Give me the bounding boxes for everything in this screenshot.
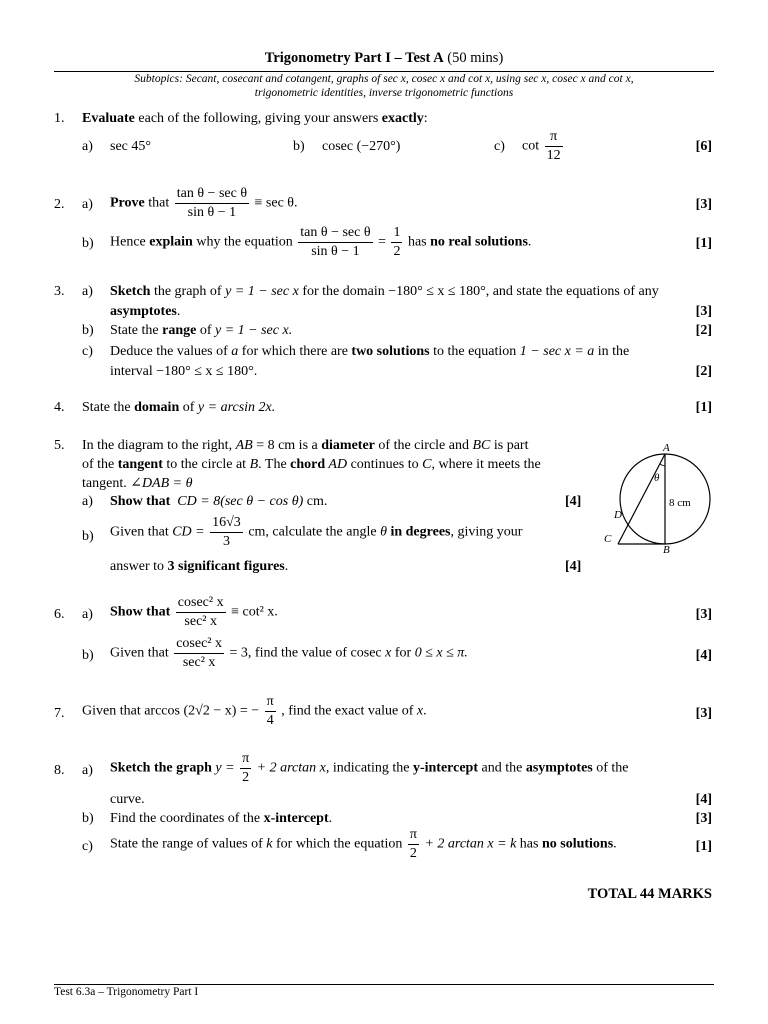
q3-b-text: [110, 323, 292, 339]
cot-text: cot: [522, 138, 540, 154]
q4-equation: y = arcsin 2x.: [197, 400, 276, 415]
q3-c-t1: Deduce the values of: [110, 344, 232, 359]
q6-bold-show-that: Show that: [110, 604, 171, 620]
q1-b-label: b): [293, 139, 305, 154]
q1-text-1: each of the following, giving your answers: [134, 111, 382, 126]
q8-b-t1: Find the coordinates of the: [110, 811, 264, 826]
q6-b-rhs: = 3,: [229, 645, 252, 661]
q8-a-t3: of the: [592, 760, 629, 776]
q5-b: B: [249, 457, 259, 472]
footer-text: Test 6.3a – Trigonometry Part I: [54, 986, 199, 998]
q2-bold-no-real: no real solutions: [430, 234, 528, 250]
q2-that: that: [144, 195, 170, 211]
q3-a-line2: [110, 304, 180, 320]
q1-text-2: :: [423, 111, 428, 126]
q2-b-equals: =: [378, 234, 386, 250]
q8-c-text: [110, 828, 617, 861]
q3-c-t2: for which there are: [238, 344, 352, 359]
q5-b-l2a: answer to: [110, 559, 168, 574]
q6-b-t1: Given that: [110, 645, 169, 661]
fraction-numerator: cosec² x: [176, 596, 226, 613]
q5-l1g: is part: [490, 438, 529, 453]
q3-bold-sketch: Sketch: [110, 284, 151, 299]
q3-b-label: b): [82, 323, 94, 338]
fraction-denominator: 2: [409, 846, 417, 861]
q3-c-label: c): [82, 344, 93, 359]
q1-bold-exactly: exactly: [381, 111, 424, 126]
q4-t2: of: [179, 400, 198, 415]
q2-b-t3: has: [407, 234, 431, 250]
q2-a-label: a): [82, 197, 93, 212]
q2-b-marks: [1]: [695, 236, 712, 251]
q5-l1e: of the circle and: [374, 438, 473, 453]
q3-bold-range: range: [162, 323, 197, 338]
page-title: [0, 50, 768, 67]
q2-rhs: ≡ sec θ.: [254, 195, 298, 211]
question-1-number: 1.: [54, 111, 65, 126]
q1-a-label: a): [82, 139, 93, 154]
q3-a-period: .: [176, 304, 181, 319]
q6-b-fraction: [174, 637, 224, 670]
q8-c-t2: for which the equation: [272, 836, 403, 852]
q8-a-marks: [4]: [695, 792, 712, 807]
q8-bold-sketch: Sketch the graph: [110, 760, 212, 776]
fraction-numerator: 1: [391, 226, 402, 243]
question-1-text: [82, 111, 428, 127]
q5-bold-tangent: tangent: [117, 457, 163, 472]
q6-a-fraction: [176, 596, 226, 629]
half-fraction: [391, 226, 402, 259]
q8-a-label: a): [82, 763, 93, 778]
fraction-denominator: 2: [242, 770, 250, 785]
q8-c-t1: State the range of values of: [110, 836, 267, 852]
q5-angle: ∠DAB = θ: [130, 476, 193, 491]
q2-b-text: [110, 226, 531, 259]
q5-bold-show-that: Show that: [110, 494, 171, 509]
pi-over-2-fraction: [408, 828, 419, 861]
q2-b-t4: .: [527, 234, 532, 250]
q1-c-expression: [522, 130, 565, 163]
q8-bold-x-intercept: x-intercept: [263, 811, 329, 826]
q8-c-t3: has: [516, 836, 542, 852]
label-b: B: [663, 544, 670, 554]
q5-line-3: [82, 475, 193, 492]
question-5-number: 5.: [54, 438, 65, 453]
pi-over-2-fraction: [240, 752, 251, 785]
title-time: (50 mins): [447, 50, 504, 66]
circle-tangent-diagram: [600, 436, 720, 554]
q3-c-text: [110, 344, 629, 360]
fraction-denominator: sec² x: [184, 614, 217, 629]
label-c: C: [604, 533, 612, 545]
subtopics-line-2: trigonometric identities, inverse trigonometric functions: [254, 87, 514, 99]
q5-b-label: b): [82, 529, 94, 544]
q5-b-t3: , giving your: [450, 524, 523, 540]
q8-a-t2: and the: [478, 760, 526, 776]
q3-bold-asymptotes: asymptotes: [110, 304, 177, 319]
fraction-numerator: π: [240, 752, 251, 769]
q4-bold-domain: domain: [134, 400, 180, 415]
label-d: D: [614, 509, 622, 521]
q8-a-t1: indicating the: [329, 760, 413, 776]
q5-b-t1: Given that: [110, 524, 173, 540]
q3-c-marks: [2]: [695, 364, 712, 379]
q6-a-text: [110, 596, 278, 629]
q8-c-label: c): [82, 839, 93, 854]
q5-ad: AD: [325, 457, 348, 472]
q5-c: C: [422, 457, 432, 472]
q2-a-marks: [3]: [695, 197, 712, 212]
q5-b-text: [110, 516, 522, 549]
q1-a-expression: sec 45°: [110, 139, 151, 154]
question-2-number: 2.: [54, 197, 65, 212]
q5-b-marks: [4]: [565, 559, 582, 574]
fraction-numerator: cosec² x: [174, 637, 224, 654]
q3-bold-two-solutions: two solutions: [351, 344, 430, 359]
q2-bold-explain: explain: [149, 234, 193, 250]
q5-l2e: . The: [258, 457, 291, 472]
q5-a-marks: [4]: [565, 494, 582, 509]
fraction-denominator: 4: [266, 713, 274, 728]
q6-b-domain: 0 ≤ x ≤ π.: [414, 645, 468, 661]
question-8-number: 8.: [54, 763, 65, 778]
q3-a-marks: [3]: [695, 304, 712, 319]
pi-over-4-fraction: [265, 695, 276, 728]
fraction-denominator: sin θ − 1: [311, 244, 360, 259]
q3-a-domain: −180° ≤ x ≤ 180°,: [388, 284, 490, 299]
q6-b-label: b): [82, 648, 94, 663]
q5-ab: AB: [235, 438, 253, 453]
q5-l3a: tangent.: [82, 476, 131, 491]
q5-l2a: of the: [82, 457, 118, 472]
q8-a-text: [110, 752, 629, 785]
q8-b-marks: [3]: [695, 811, 712, 826]
q7-marks: [3]: [695, 706, 712, 721]
q8-bold-asymptotes: asymptotes: [525, 760, 593, 776]
fraction-numerator: 16√3: [210, 516, 243, 533]
q3-c-t4: in the: [594, 344, 630, 359]
q2-b-label: b): [82, 236, 94, 251]
q8-b-text: [110, 811, 332, 827]
q5-l2c: to the circle at: [162, 457, 250, 472]
label-a: A: [663, 442, 670, 454]
q5-l1c: = 8 cm is a: [252, 438, 322, 453]
q5-bold-diameter: diameter: [321, 438, 375, 453]
fraction-numerator: π: [408, 828, 419, 845]
fraction-numerator: π: [265, 695, 276, 712]
q5-b-line2: [110, 559, 288, 575]
q8-b-label: b): [82, 811, 94, 826]
q3-b-t1: State the: [110, 323, 163, 338]
q5-b-cd: CD =: [172, 524, 205, 540]
total-marks: TOTAL 44 MARKS: [587, 886, 712, 902]
q8-c-marks: [1]: [695, 839, 712, 854]
q3-c-t3: to the equation: [429, 344, 520, 359]
q5-l2j: , where it meets the: [431, 457, 541, 472]
q6-b-t2: find the value of cosec: [251, 645, 386, 661]
q5-b-theta: θ: [380, 524, 387, 540]
q7-t2: , find the exact value of: [281, 703, 417, 719]
q7-equation: arccos (2√2 − x) = −: [144, 703, 260, 719]
q3-a-t1: the graph of: [150, 284, 226, 299]
q5-bc: BC: [472, 438, 491, 453]
q3-b-marks: [2]: [695, 323, 712, 338]
q5-l2h: continues to: [347, 457, 423, 472]
fraction-numerator: tan θ − sec θ: [175, 187, 249, 204]
q5-b-l2c: .: [284, 559, 289, 574]
q2-a-text: [110, 187, 298, 220]
q6-b-x: x: [385, 645, 392, 661]
q5-bold-degrees: in degrees: [386, 524, 451, 540]
fraction-denominator: 12: [546, 148, 561, 163]
q2-fraction: [175, 187, 249, 220]
q2-b-t2: why the equation: [192, 234, 293, 250]
q6-a-marks: [3]: [695, 607, 712, 622]
q3-b-equation: y = 1 − sec x.: [215, 323, 293, 338]
q8-c-t4: .: [613, 836, 617, 852]
fraction-numerator: π: [545, 130, 563, 147]
q8-a-y: y =: [215, 760, 235, 776]
q3-c-a: a: [231, 344, 239, 359]
q8-c-k: k: [266, 836, 273, 852]
q3-a-equation: y = 1 − sec x: [225, 284, 299, 299]
q5-a-equation: CD = 8(sec θ − cos θ): [177, 494, 304, 509]
fraction-numerator: tan θ − sec θ: [298, 226, 372, 243]
q3-a-t2: for the domain: [298, 284, 389, 299]
q6-a-label: a): [82, 607, 93, 622]
pi-over-12-fraction: [545, 130, 563, 163]
q4-marks: [1]: [695, 400, 712, 415]
q4-text: [82, 400, 275, 416]
q6-b-marks: [4]: [695, 648, 712, 663]
q1-marks: [6]: [695, 139, 712, 154]
q8-c-rest: + 2 arctan x = k: [424, 836, 517, 852]
q8-a-rest: + 2 arctan x,: [256, 760, 330, 776]
q7-x: x: [416, 703, 424, 719]
q2-b-fraction: [298, 226, 372, 259]
q2-b-t1: Hence: [110, 234, 150, 250]
q8-b-t2: .: [328, 811, 333, 826]
q6-b-text: [110, 637, 468, 670]
q3-c-equation: 1 − sec x = a: [519, 344, 595, 359]
q6-a-rhs: ≡ cot² x.: [231, 604, 278, 620]
label-8cm: 8 cm: [669, 497, 691, 509]
q3-b-t2: of: [196, 323, 215, 338]
label-theta: θ: [654, 472, 660, 484]
title-text: Trigonometry Part I – Test A: [264, 50, 444, 66]
q5-bold-chord: chord: [290, 457, 326, 472]
question-4-number: 4.: [54, 400, 65, 415]
q8-bold-y-intercept: y-intercept: [412, 760, 479, 776]
question-7-number: 7.: [54, 706, 65, 721]
fraction-denominator: 2: [393, 244, 401, 259]
fraction-denominator: sin θ − 1: [187, 205, 237, 220]
q8-bold-no-solutions: no solutions: [541, 836, 614, 852]
q7-t1: Given that: [82, 703, 145, 719]
angle-arc: [660, 464, 665, 466]
q6-b-t3: for: [391, 645, 415, 661]
q5-l1a: In the diagram to the right,: [82, 438, 236, 453]
q1-c-label: c): [494, 139, 505, 154]
footer-rule: [54, 984, 714, 985]
q5-b-t2: cm, calculate the angle: [248, 524, 381, 540]
q5-a-cm: cm.: [303, 494, 328, 509]
q5-a-label: a): [82, 494, 93, 509]
q3-a-t3: and state the equations of any: [489, 284, 659, 299]
chord-ad-extended: [618, 454, 665, 544]
q3-a-label: a): [82, 284, 93, 299]
q2-bold-prove: Prove: [110, 195, 145, 211]
q7-text: [82, 695, 427, 728]
q8-a-line2: curve.: [110, 792, 145, 807]
q7-t3: .: [423, 703, 427, 719]
q1-bold-evaluate: Evaluate: [82, 111, 135, 126]
q3-a-text: [110, 284, 659, 300]
q5-a-text: [110, 494, 327, 510]
question-3-number: 3.: [54, 284, 65, 299]
question-6-number: 6.: [54, 607, 65, 622]
subtopics-line-1: Subtopics: Secant, cosecant and cotangent, graphs of sec x, cosec x and cot x, using sec x, cosec x and cot x,: [134, 73, 634, 85]
q5-line-2: [82, 457, 541, 473]
q1-b-expression: cosec (−270°): [322, 139, 401, 154]
q3-c-line2: interval −180° ≤ x ≤ 180°.: [110, 364, 258, 379]
sixteen-root3-over-3: [210, 516, 243, 549]
q4-t1: State the: [82, 400, 135, 415]
q5-bold-3sf: 3 significant figures: [167, 559, 285, 574]
q5-line-1: [82, 438, 528, 454]
fraction-denominator: 3: [222, 534, 230, 549]
fraction-denominator: sec² x: [182, 655, 216, 670]
